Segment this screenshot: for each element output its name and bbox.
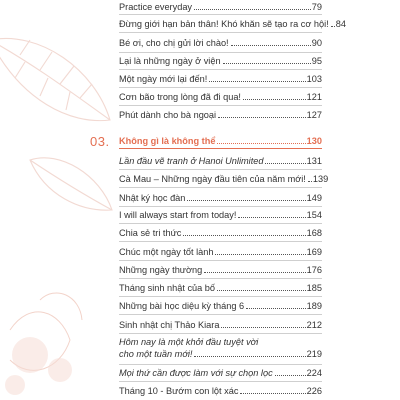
divider bbox=[119, 169, 322, 170]
toc-entry[interactable] bbox=[119, 208, 322, 222]
toc-entry[interactable] bbox=[119, 108, 322, 122]
toc-entry-page: 90 bbox=[311, 38, 322, 48]
toc-entry[interactable] bbox=[119, 336, 322, 362]
divider bbox=[119, 69, 322, 70]
toc-entry-page: 168 bbox=[306, 228, 322, 238]
divider bbox=[119, 381, 322, 382]
toc-entry-title: Những ngày thường bbox=[119, 265, 203, 275]
leader-dots bbox=[308, 181, 312, 182]
chapter-title: Không gì là không thể bbox=[119, 136, 216, 146]
toc-entry-title: Bé ơi, cho chị gửi lời chào! bbox=[119, 38, 229, 48]
toc-entry[interactable] bbox=[119, 263, 322, 277]
toc-entry-title: Chia sẻ tri thức bbox=[119, 228, 182, 238]
toc-entry-title: Tháng 10 - Bướm con lột xác bbox=[119, 386, 239, 396]
toc-entry-page: 84 bbox=[335, 19, 346, 29]
toc-entry-page: 127 bbox=[306, 110, 322, 120]
divider bbox=[119, 260, 322, 261]
leader-dots bbox=[238, 217, 305, 218]
toc-entry-title: I will always start from today! bbox=[119, 210, 237, 220]
divider bbox=[119, 314, 322, 315]
toc-entry[interactable] bbox=[119, 154, 322, 168]
leader-dots bbox=[194, 9, 311, 10]
toc-entry-page: 169 bbox=[306, 247, 322, 257]
toc-entry-title: Chúc một ngày tốt lành bbox=[119, 247, 214, 257]
divider bbox=[119, 105, 322, 106]
divider bbox=[119, 223, 322, 224]
toc-entry-title: Nhật ký học đàn bbox=[119, 193, 186, 203]
toc-entry-title: Cơn bão trong lòng đã đi qua! bbox=[119, 92, 241, 102]
toc-entry-page: 219 bbox=[306, 349, 322, 359]
divider bbox=[119, 32, 322, 33]
toc-entry-page: 79 bbox=[311, 2, 322, 12]
toc-entry-page: 224 bbox=[306, 368, 322, 378]
leader-dots bbox=[246, 308, 305, 309]
toc-entry-title: Phút dành cho bà ngoại bbox=[119, 110, 217, 120]
leader-dots bbox=[221, 327, 305, 328]
divider bbox=[119, 296, 322, 297]
toc-entry-title: Sinh nhật chị Thảo Kiara bbox=[119, 320, 220, 330]
toc-entry-page: 131 bbox=[306, 156, 322, 166]
divider bbox=[119, 87, 322, 88]
chapter-divider bbox=[119, 148, 322, 149]
toc-entry-title: Cà Mau – Những ngày đầu tiên của năm mới! bbox=[119, 174, 306, 184]
toc-entry[interactable] bbox=[119, 54, 322, 68]
toc-entry[interactable] bbox=[119, 384, 322, 398]
toc-entry-title: Practice everyday bbox=[119, 2, 193, 12]
toc-entry-title-line1: Hôm nay là một khởi đầu tuyệt vời bbox=[119, 337, 259, 347]
chapter-number: 03. bbox=[90, 134, 110, 149]
toc-entry[interactable] bbox=[119, 226, 322, 240]
leader-dots bbox=[204, 272, 305, 273]
divider bbox=[119, 14, 322, 15]
toc-entry[interactable] bbox=[119, 90, 322, 104]
leader-dots bbox=[243, 99, 306, 100]
toc-entry-page: 189 bbox=[306, 301, 322, 311]
toc-entry-title: Đừng giới hạn bản thân! Khó khăn sẽ tạo ra cơ hội! bbox=[119, 19, 329, 29]
leader-dots bbox=[209, 81, 305, 82]
toc-entry-title-line2: cho một tuần mới! bbox=[119, 349, 193, 359]
divider bbox=[119, 187, 322, 188]
divider bbox=[119, 52, 322, 53]
toc-entry-page: 95 bbox=[311, 56, 322, 66]
toc-entry-page: 176 bbox=[306, 265, 322, 275]
divider bbox=[119, 241, 322, 242]
toc-entry[interactable] bbox=[119, 172, 329, 186]
toc-entry-page: 154 bbox=[306, 210, 322, 220]
toc-entry-page: 149 bbox=[306, 193, 322, 203]
toc-entry[interactable] bbox=[119, 299, 322, 313]
toc-entry-page: 226 bbox=[306, 386, 322, 396]
toc-entry-title: Lại là những ngày ở viện bbox=[119, 56, 221, 66]
toc-entry-title: Tháng sinh nhật của bố bbox=[119, 283, 216, 293]
toc-entry-page: 139 bbox=[312, 174, 329, 184]
chapter-page: 130 bbox=[306, 136, 322, 146]
divider bbox=[119, 206, 322, 207]
leader-dots bbox=[215, 254, 305, 255]
leader-dots bbox=[265, 163, 305, 164]
leader-dots bbox=[217, 143, 305, 144]
toc-entry[interactable] bbox=[119, 72, 322, 86]
toc-entry[interactable] bbox=[119, 36, 322, 50]
toc-entry-title: Lần đầu vẽ tranh ở Hanoi Unlimited bbox=[119, 156, 264, 166]
leader-dots bbox=[194, 356, 305, 357]
toc-entry[interactable] bbox=[119, 191, 322, 205]
toc-entry[interactable] bbox=[119, 366, 322, 380]
toc-entry-page: 103 bbox=[306, 74, 322, 84]
toc-entry[interactable] bbox=[119, 281, 322, 295]
leader-dots bbox=[331, 26, 335, 27]
leader-dots bbox=[218, 117, 306, 118]
leader-dots bbox=[217, 290, 306, 291]
leader-dots bbox=[223, 63, 311, 64]
divider bbox=[119, 333, 322, 334]
leader-dots bbox=[231, 45, 311, 46]
toc-entry[interactable] bbox=[119, 318, 322, 332]
toc-entry[interactable] bbox=[119, 0, 322, 14]
divider bbox=[119, 278, 322, 279]
toc-entry[interactable] bbox=[119, 245, 322, 259]
toc-entry-page: 185 bbox=[306, 283, 322, 293]
leader-dots bbox=[240, 393, 305, 394]
divider bbox=[119, 364, 322, 365]
toc-entry[interactable] bbox=[119, 17, 346, 31]
toc-entry-title: Những bài học diệu kỳ tháng 6 bbox=[119, 301, 245, 311]
toc-entry-page: 212 bbox=[306, 320, 322, 330]
leader-dots bbox=[187, 200, 305, 201]
leader-dots bbox=[183, 235, 305, 236]
leader-dots bbox=[275, 375, 306, 376]
toc-entry-page: 121 bbox=[306, 92, 322, 102]
toc-entry-title: Một ngày mới lại đến! bbox=[119, 74, 208, 84]
chapter-title-entry[interactable] bbox=[119, 134, 322, 148]
toc-entry-title: Mọi thứ cần được làm với sự chọn lọc bbox=[119, 368, 273, 378]
